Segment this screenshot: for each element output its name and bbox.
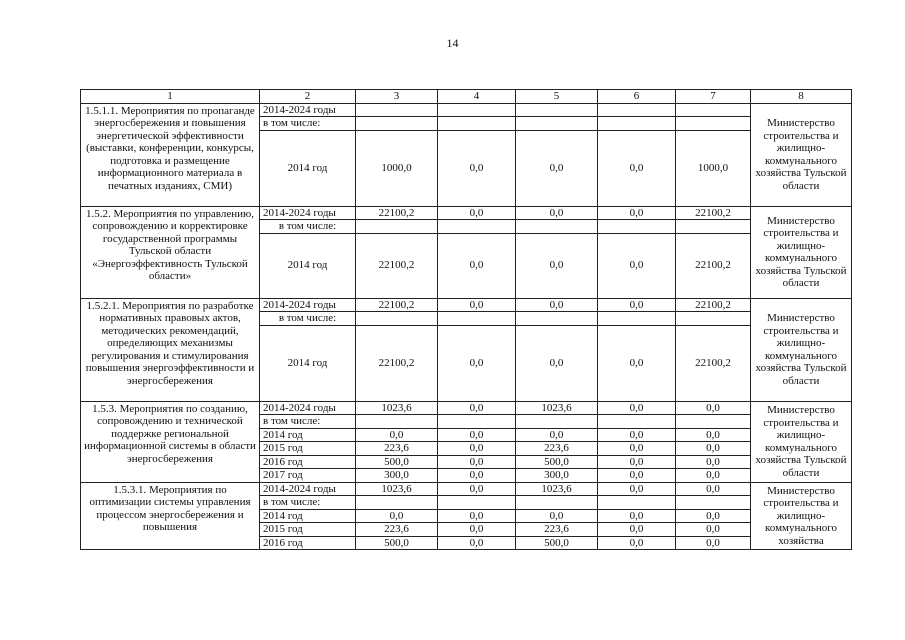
value-cell: 500,0 (356, 455, 438, 469)
value-cell: 0,0 (598, 523, 676, 537)
table-row (81, 298, 852, 312)
value-cell: 1023,6 (356, 482, 438, 496)
value-cell (356, 415, 438, 429)
value-cell (438, 415, 516, 429)
value-cell: 22100,2 (676, 298, 751, 312)
value-cell (438, 103, 516, 117)
activity-description: 1.5.3. Мероприятия по созданию, сопровождению и технической поддержке региональной информационной системы в области энергосбережения (81, 401, 260, 482)
value-cell: 0,0 (676, 536, 751, 550)
value-cell (676, 103, 751, 117)
value-cell (676, 312, 751, 326)
column-header: 4 (438, 90, 516, 104)
value-cell: 0,0 (438, 428, 516, 442)
responsible-organization: Министерство строительства и жилищно-коммунального хозяйства Тульской области (751, 401, 852, 482)
value-cell (438, 496, 516, 510)
value-cell: 0,0 (676, 469, 751, 483)
value-cell: 0,0 (438, 455, 516, 469)
value-cell (598, 220, 676, 234)
value-cell (516, 415, 598, 429)
value-cell: 0,0 (598, 482, 676, 496)
value-cell: 0,0 (438, 233, 516, 298)
activity-description: 1.5.2. Мероприятия по управлению, сопровождению и корректировке государственной программы Тульской области «Энергоэффективность Тульской области» (81, 206, 260, 298)
value-cell (516, 220, 598, 234)
period-cell: в том числе: (260, 117, 356, 131)
value-cell (438, 117, 516, 131)
value-cell (598, 117, 676, 131)
value-cell: 22100,2 (676, 206, 751, 220)
value-cell: 0,0 (598, 325, 676, 401)
value-cell (516, 312, 598, 326)
value-cell: 0,0 (438, 536, 516, 550)
column-header: 3 (356, 90, 438, 104)
value-cell: 0,0 (676, 455, 751, 469)
value-cell: 0,0 (516, 509, 598, 523)
value-cell (676, 496, 751, 510)
value-cell: 0,0 (516, 233, 598, 298)
value-cell: 0,0 (438, 206, 516, 220)
value-cell: 0,0 (598, 206, 676, 220)
value-cell: 0,0 (598, 469, 676, 483)
value-cell: 0,0 (438, 298, 516, 312)
value-cell: 0,0 (516, 325, 598, 401)
value-cell: 0,0 (676, 428, 751, 442)
value-cell (598, 415, 676, 429)
value-cell: 0,0 (598, 233, 676, 298)
period-cell: 2014 год (260, 428, 356, 442)
period-cell: 2014 год (260, 325, 356, 401)
period-cell: 2016 год (260, 455, 356, 469)
value-cell: 0,0 (598, 509, 676, 523)
value-cell (438, 312, 516, 326)
value-cell: 0,0 (598, 401, 676, 415)
value-cell: 0,0 (356, 428, 438, 442)
value-cell: 0,0 (438, 442, 516, 456)
column-header: 8 (751, 90, 852, 104)
value-cell: 0,0 (438, 401, 516, 415)
period-cell: 2015 год (260, 442, 356, 456)
value-cell (598, 312, 676, 326)
value-cell: 223,6 (356, 523, 438, 537)
table-row (81, 206, 852, 220)
value-cell (516, 117, 598, 131)
value-cell (356, 103, 438, 117)
budget-table (80, 89, 852, 550)
value-cell (598, 496, 676, 510)
value-cell: 0,0 (676, 509, 751, 523)
period-cell: 2014 год (260, 509, 356, 523)
value-cell: 0,0 (438, 482, 516, 496)
value-cell: 0,0 (438, 469, 516, 483)
period-cell: 2014 год (260, 130, 356, 206)
value-cell (676, 220, 751, 234)
value-cell: 1000,0 (356, 130, 438, 206)
value-cell: 223,6 (516, 523, 598, 537)
value-cell: 22100,2 (676, 325, 751, 401)
activity-description: 1.5.1.1. Мероприятия по пропаганде энергосбережения и повышения энергетической эффективности (выставки, конференции, конкурсы, подготовка и размещение информационного материала в печатных изданиях, СМИ) (81, 103, 260, 206)
period-cell: 2014-2024 годы (260, 401, 356, 415)
value-cell: 0,0 (438, 523, 516, 537)
table-row (81, 401, 852, 415)
value-cell: 22100,2 (356, 233, 438, 298)
value-cell (598, 103, 676, 117)
table-row (81, 482, 852, 496)
value-cell: 22100,2 (676, 233, 751, 298)
value-cell: 223,6 (516, 442, 598, 456)
period-cell: 2016 год (260, 536, 356, 550)
value-cell (356, 496, 438, 510)
value-cell: 0,0 (438, 130, 516, 206)
value-cell: 0,0 (676, 482, 751, 496)
table-row (81, 103, 852, 117)
value-cell: 0,0 (516, 130, 598, 206)
value-cell: 0,0 (676, 401, 751, 415)
value-cell: 0,0 (598, 130, 676, 206)
value-cell (676, 415, 751, 429)
column-number-row (81, 90, 852, 104)
value-cell: 0,0 (356, 509, 438, 523)
page-number: 14 (446, 36, 459, 50)
column-header: 1 (81, 90, 260, 104)
value-cell: 0,0 (598, 536, 676, 550)
period-cell: в том числе: (260, 220, 356, 234)
value-cell (516, 496, 598, 510)
activity-description: 1.5.3.1. Мероприятия по оптимизации системы управления процессом энергосбережения и повышения (81, 482, 260, 550)
column-header: 5 (516, 90, 598, 104)
period-cell: 2014-2024 годы (260, 206, 356, 220)
value-cell: 0,0 (516, 298, 598, 312)
value-cell: 0,0 (516, 206, 598, 220)
period-cell: 2014-2024 годы (260, 103, 356, 117)
period-cell: в том числе: (260, 312, 356, 326)
value-cell (438, 220, 516, 234)
value-cell: 300,0 (356, 469, 438, 483)
value-cell: 223,6 (356, 442, 438, 456)
value-cell: 1023,6 (356, 401, 438, 415)
value-cell: 300,0 (516, 469, 598, 483)
column-header: 7 (676, 90, 751, 104)
value-cell: 500,0 (356, 536, 438, 550)
responsible-organization: Министерство строительства и жилищно-коммунального хозяйства Тульской области (751, 103, 852, 206)
value-cell (516, 103, 598, 117)
period-cell: в том числе: (260, 496, 356, 510)
value-cell: 0,0 (598, 442, 676, 456)
value-cell: 0,0 (438, 509, 516, 523)
value-cell (356, 220, 438, 234)
period-cell: 2017 год (260, 469, 356, 483)
value-cell: 0,0 (598, 428, 676, 442)
value-cell: 0,0 (598, 298, 676, 312)
value-cell (356, 312, 438, 326)
period-cell: 2015 год (260, 523, 356, 537)
value-cell: 0,0 (676, 442, 751, 456)
column-header: 6 (598, 90, 676, 104)
value-cell: 22100,2 (356, 206, 438, 220)
value-cell: 1000,0 (676, 130, 751, 206)
activity-description: 1.5.2.1. Мероприятия по разработке нормативных правовых актов, методических рекомендаций, определяющих механизмы регулирования и стимулирования повышения энергоэффективности и энергосбережения (81, 298, 260, 401)
value-cell: 500,0 (516, 536, 598, 550)
column-header: 2 (260, 90, 356, 104)
value-cell: 500,0 (516, 455, 598, 469)
value-cell: 1023,6 (516, 401, 598, 415)
period-cell: в том числе: (260, 415, 356, 429)
responsible-organization: Министерство строительства и жилищно-коммунального хозяйства Тульской области (751, 206, 852, 298)
value-cell: 0,0 (598, 455, 676, 469)
responsible-organization: Министерство строительства и жилищно-коммунального хозяйства Тульской области (751, 298, 852, 401)
value-cell (676, 117, 751, 131)
value-cell: 0,0 (438, 325, 516, 401)
value-cell (356, 117, 438, 131)
value-cell: 1023,6 (516, 482, 598, 496)
period-cell: 2014-2024 годы (260, 482, 356, 496)
value-cell: 0,0 (676, 523, 751, 537)
value-cell: 22100,2 (356, 325, 438, 401)
period-cell: 2014-2024 годы (260, 298, 356, 312)
responsible-organization: Министерство строительства и жилищно-коммунального хозяйства (751, 482, 852, 550)
period-cell: 2014 год (260, 233, 356, 298)
value-cell: 0,0 (516, 428, 598, 442)
value-cell: 22100,2 (356, 298, 438, 312)
